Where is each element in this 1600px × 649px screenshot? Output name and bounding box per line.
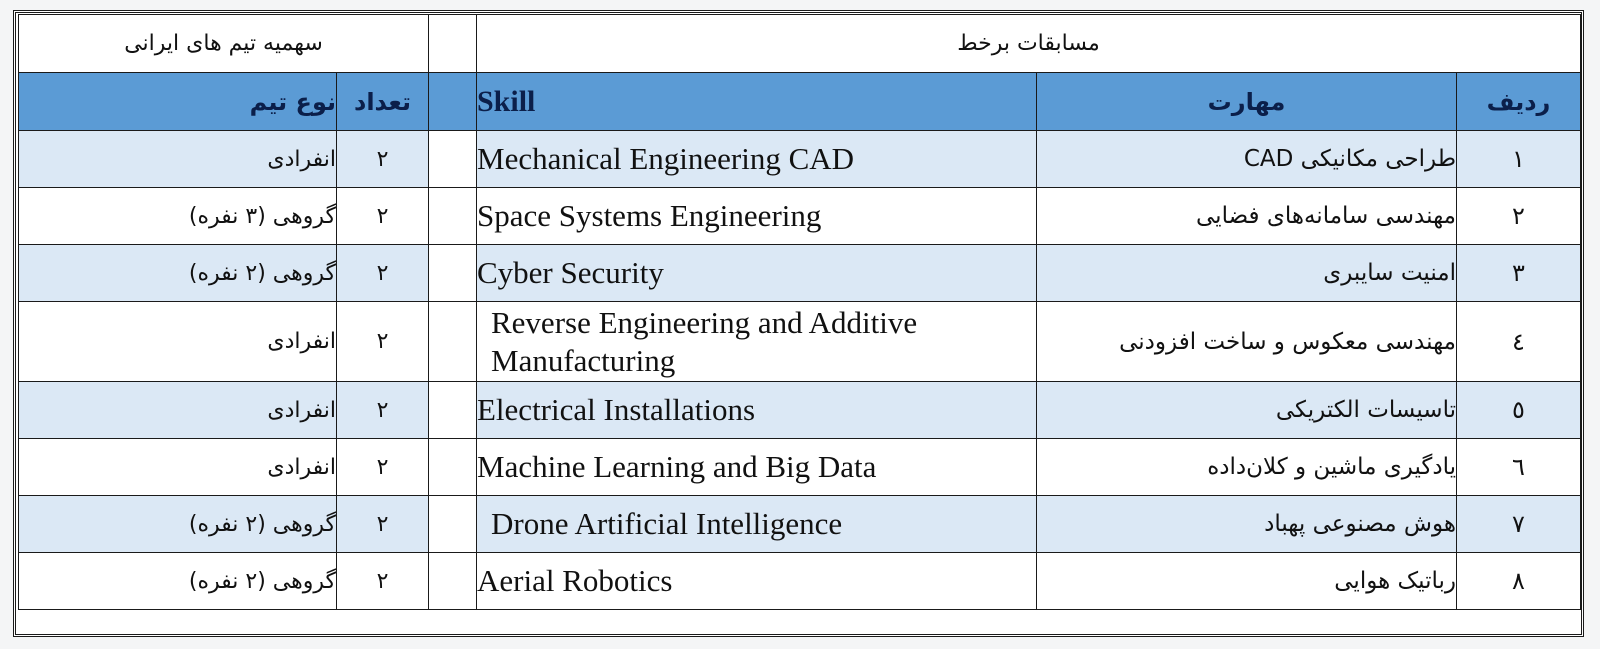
maharat-cell: تاسیسات الکتریکی [1037, 382, 1457, 439]
spacer-cell [429, 73, 477, 131]
skill-cell: Drone Artificial Intelligence [477, 496, 1037, 553]
maharat-cell: مهندسی معکوس و ساخت افزودنی [1037, 302, 1457, 382]
skill-cell: Space Systems Engineering [477, 188, 1037, 245]
team-type-cell: گروهی (٢ نفره) [19, 553, 337, 610]
count-cell: ٢ [337, 245, 429, 302]
spacer-cell [429, 553, 477, 610]
spacer-cell [429, 496, 477, 553]
header-row [19, 73, 1581, 131]
header-team-type: نوع تیم [19, 73, 337, 131]
table-row [19, 245, 1581, 302]
table-row [19, 382, 1581, 439]
section-title-row [19, 15, 1581, 73]
spacer-cell [429, 188, 477, 245]
spacer-cell [429, 302, 477, 382]
count-cell: ٢ [337, 439, 429, 496]
team-type-cell: انفرادی [19, 131, 337, 188]
count-cell: ٢ [337, 496, 429, 553]
count-cell: ٢ [337, 302, 429, 382]
spacer-cell [429, 245, 477, 302]
table-row [19, 439, 1581, 496]
table-row [19, 553, 1581, 610]
header-maharat: مهارت [1037, 73, 1457, 131]
skill-cell: Machine Learning and Big Data [477, 439, 1037, 496]
skill-cell: Reverse Engineering and Additive Manufacturing [477, 302, 1037, 382]
spacer-cell [429, 15, 477, 73]
radif-cell: ٤ [1457, 302, 1581, 382]
count-cell: ٢ [337, 382, 429, 439]
team-type-cell: انفرادی [19, 302, 337, 382]
header-count: تعداد [337, 73, 429, 131]
table-row [19, 302, 1581, 382]
radif-cell: ٨ [1457, 553, 1581, 610]
spacer-cell [429, 131, 477, 188]
maharat-cell: طراحی مکانیکی CAD [1037, 131, 1457, 188]
maharat-cell: هوش مصنوعی پهباد [1037, 496, 1457, 553]
radif-cell: ٢ [1457, 188, 1581, 245]
maharat-cell: یادگیری ماشین و کلان‌داده [1037, 439, 1457, 496]
radif-cell: ٦ [1457, 439, 1581, 496]
radif-cell: ٧ [1457, 496, 1581, 553]
header-radif: ردیف [1457, 73, 1581, 131]
table-row [19, 496, 1581, 553]
count-cell: ٢ [337, 553, 429, 610]
team-type-cell: انفرادی [19, 382, 337, 439]
skill-cell: Aerial Robotics [477, 553, 1037, 610]
online-competitions-title: مسابقات برخط [477, 15, 1581, 73]
skill-cell: Mechanical Engineering CAD [477, 131, 1037, 188]
count-cell: ٢ [337, 131, 429, 188]
team-type-cell: انفرادی [19, 439, 337, 496]
header-skill: Skill [477, 73, 1037, 131]
radif-cell: ١ [1457, 131, 1581, 188]
spacer-cell [429, 439, 477, 496]
spacer-cell [429, 382, 477, 439]
count-cell: ٢ [337, 188, 429, 245]
team-type-cell: گروهی (٢ نفره) [19, 496, 337, 553]
maharat-cell: مهندسی سامانه‌های فضایی [1037, 188, 1457, 245]
team-type-cell: گروهی (٢ نفره) [19, 245, 337, 302]
skill-cell: Cyber Security [477, 245, 1037, 302]
skill-cell: Electrical Installations [477, 382, 1037, 439]
radif-cell: ٥ [1457, 382, 1581, 439]
table-row [19, 131, 1581, 188]
radif-cell: ٣ [1457, 245, 1581, 302]
maharat-cell: رباتیک هوایی [1037, 553, 1457, 610]
competition-table [18, 14, 1581, 610]
maharat-cell: امنیت سایبری [1037, 245, 1457, 302]
table-row [19, 188, 1581, 245]
iranian-teams-quota-title: سهمیه تیم های ایرانی [19, 15, 429, 73]
team-type-cell: گروهی (٣ نفره) [19, 188, 337, 245]
